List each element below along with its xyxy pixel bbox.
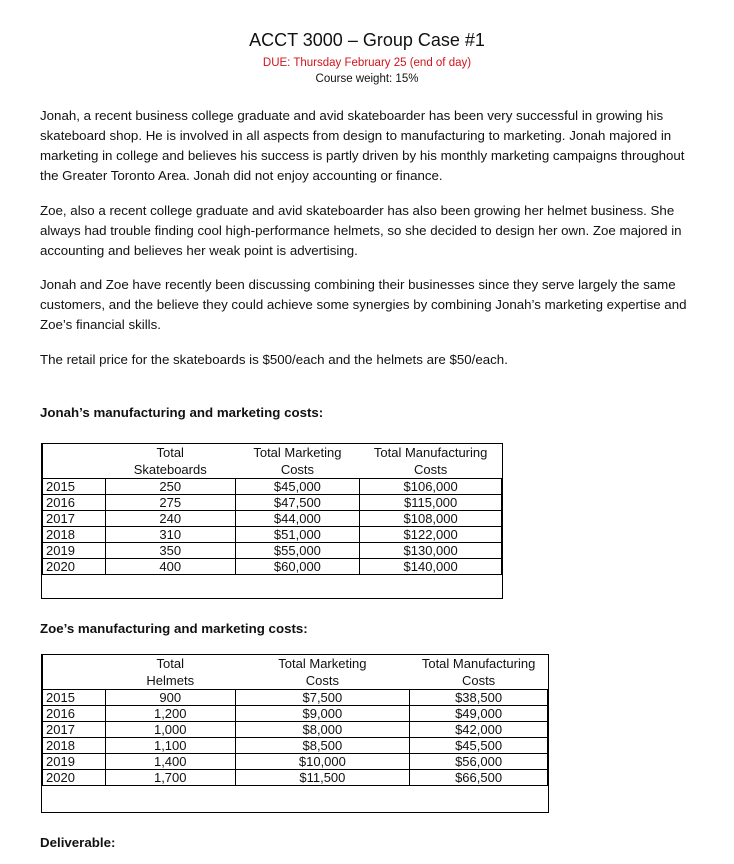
col-header-marketing (235, 655, 410, 690)
marketing-cost-cell: $11,500 (235, 770, 410, 786)
page-title: ACCT 3000 – Group Case #1 (249, 30, 485, 50)
marketing-cost-cell: $47,500 (235, 495, 360, 511)
table-row (43, 722, 548, 738)
manufacturing-cost-cell: $130,000 (360, 543, 502, 559)
col-header-line: Total Manufacturing (373, 445, 488, 460)
year-cell: 2018 (43, 738, 106, 754)
col-header-units (105, 444, 235, 479)
marketing-cost-cell: $60,000 (235, 559, 360, 575)
col-header-line: Skateboards (133, 462, 207, 477)
marketing-cost-cell: $8,500 (235, 738, 410, 754)
marketing-cost-cell: $10,000 (235, 754, 410, 770)
col-header-marketing (235, 444, 360, 479)
year-cell: 2020 (43, 559, 106, 575)
table-row (43, 738, 548, 754)
col-header-line: Helmets (146, 673, 195, 688)
year-cell: 2016 (43, 495, 106, 511)
manufacturing-cost-cell: $115,000 (360, 495, 502, 511)
deliverable-heading: Deliverable: (40, 835, 116, 850)
marketing-cost-cell: $44,000 (235, 511, 360, 527)
paragraph-retail-price: The retail price for the skateboards is $500/each and the helmets are $50/each. (40, 352, 508, 367)
col-header-line: Total Marketing (278, 656, 367, 671)
due-date: DUE: Thursday February 25 (end of day) (262, 57, 472, 69)
jonah-costs-table (42, 444, 502, 575)
year-cell: 2019 (43, 543, 106, 559)
table-row (43, 527, 502, 543)
year-header (43, 655, 106, 690)
zoe-costs-heading: Zoe’s manufacturing and marketing costs: (40, 621, 308, 636)
col-header-manufacturing (360, 444, 502, 479)
year-cell: 2015 (43, 690, 106, 706)
year-cell: 2019 (43, 754, 106, 770)
course-weight: Course weight: 15% (315, 73, 419, 85)
table-row (43, 706, 548, 722)
table-row (43, 495, 502, 511)
zoe-table-header (43, 655, 548, 690)
table-row (43, 690, 548, 706)
col-header-manufacturing (410, 655, 548, 690)
units-cell: 275 (105, 495, 235, 511)
year-cell: 2020 (43, 770, 106, 786)
jonah-costs-heading: Jonah’s manufacturing and marketing costs: (40, 405, 324, 420)
col-header-line: Costs (305, 673, 339, 688)
units-cell: 1,700 (105, 770, 235, 786)
table-row (43, 543, 502, 559)
zoe-costs-table (42, 655, 548, 786)
manufacturing-cost-cell: $45,500 (410, 738, 548, 754)
units-cell: 1,100 (105, 738, 235, 754)
manufacturing-cost-cell: $108,000 (360, 511, 502, 527)
manufacturing-cost-cell: $56,000 (410, 754, 548, 770)
manufacturing-cost-cell: $42,000 (410, 722, 548, 738)
manufacturing-cost-cell: $106,000 (360, 479, 502, 495)
units-cell: 250 (105, 479, 235, 495)
table-row (43, 559, 502, 575)
units-cell: 900 (105, 690, 235, 706)
paragraph-combining: Jonah and Zoe have recently been discussing combining their businesses since they serve largely the same customers, and the believe they could achieve some synergies by combining Jonah’s marketing expertise and Zoe’s financial skills. (40, 277, 687, 332)
col-header-units (105, 655, 235, 690)
year-cell: 2017 (43, 511, 106, 527)
marketing-cost-cell: $8,000 (235, 722, 410, 738)
manufacturing-cost-cell: $66,500 (410, 770, 548, 786)
paragraph-jonah: Jonah, a recent business college graduate and avid skateboarder has been very successful in growing his skateboard shop. He is involved in all aspects from design to manufacturing to marketing. Jonah majored in marketing in college and believes his success is partly driven by his monthly marketing campaigns throughout the Greater Toronto Area. Jonah did not enjoy accounting or finance. (40, 108, 685, 183)
marketing-cost-cell: $45,000 (235, 479, 360, 495)
col-header-line: Total Manufacturing (421, 656, 536, 671)
year-cell: 2018 (43, 527, 106, 543)
units-cell: 1,000 (105, 722, 235, 738)
table-row (43, 511, 502, 527)
marketing-cost-cell: $9,000 (235, 706, 410, 722)
table-row (43, 770, 548, 786)
paragraph-zoe: Zoe, also a recent college graduate and avid skateboarder has also been growing her helmet business. She always had trouble finding cool high-performance helmets, so she decided to design her own. Zoe majored in accounting and believes her weak point is advertising. (40, 203, 682, 258)
units-cell: 240 (105, 511, 235, 527)
units-cell: 1,200 (105, 706, 235, 722)
units-cell: 400 (105, 559, 235, 575)
manufacturing-cost-cell: $140,000 (360, 559, 502, 575)
marketing-cost-cell: $51,000 (235, 527, 360, 543)
col-header-line: Total Marketing (253, 445, 342, 460)
col-header-line: Total (156, 445, 184, 460)
table-row (43, 754, 548, 770)
marketing-cost-cell: $7,500 (235, 690, 410, 706)
year-cell: 2015 (43, 479, 106, 495)
col-header-line: Costs (280, 462, 315, 477)
col-header-line: Total (156, 656, 184, 671)
units-cell: 350 (105, 543, 235, 559)
jonah-table-header (43, 444, 502, 479)
col-header-line: Costs (461, 673, 496, 688)
units-cell: 1,400 (105, 754, 235, 770)
units-cell: 310 (105, 527, 235, 543)
col-header-line: Costs (414, 462, 448, 477)
manufacturing-cost-cell: $38,500 (410, 690, 548, 706)
year-header (43, 444, 106, 479)
manufacturing-cost-cell: $122,000 (360, 527, 502, 543)
marketing-cost-cell: $55,000 (235, 543, 360, 559)
table-row (43, 479, 502, 495)
year-cell: 2016 (43, 706, 106, 722)
year-cell: 2017 (43, 722, 106, 738)
manufacturing-cost-cell: $49,000 (410, 706, 548, 722)
